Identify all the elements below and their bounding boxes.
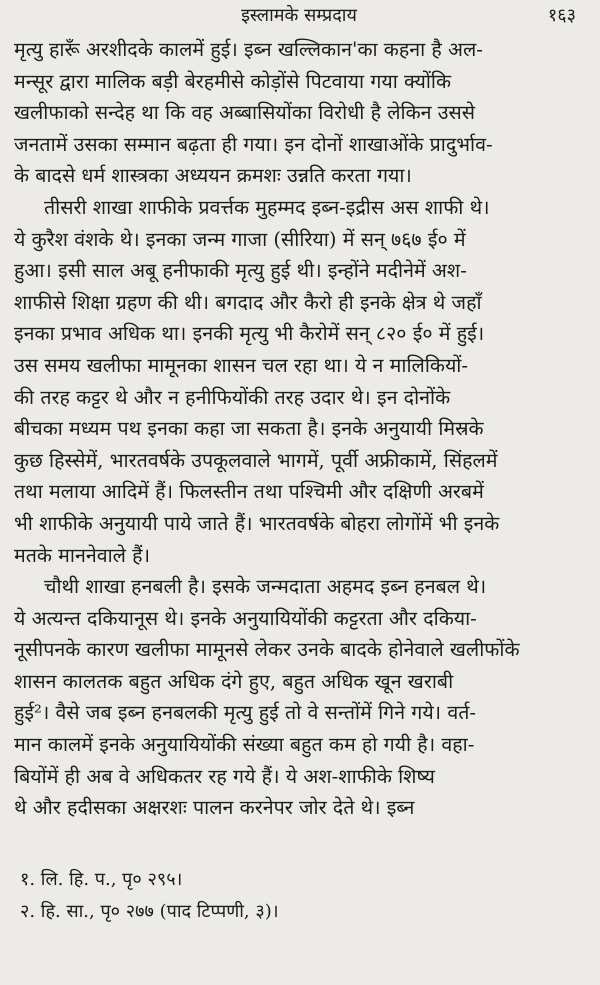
text-line: शासन कालतक बहुत अधिक दंगे हुए, बहुत अधिक खून खराबी [14,669,454,693]
page-number: १६३ [547,5,576,26]
text-line: मतके माननेवाले हैं। [14,543,151,567]
text-line: इनका प्रभाव अधिक था। इनकी मृत्यु भी कैरोमें सन् ८२० ई० में हुई। [14,322,485,346]
text-line: मृत्यु हारूँ अरशीदके कालमें हुई। इब्न खल्लिकान'का कहना है अल- [14,38,483,61]
paragraph-start-line: तीसरी शाखा शाफीके प्रवर्त्तक मुहम्मद इब्न-इद्रीस अस शाफी थे। [44,195,490,219]
text-line: ये कुरैश वंशके थे। इनका जन्म गाजा (सीरिया) में सन् ७६७ ई० में [14,227,466,251]
text-line: तथा मलाया आदिमें हैं। फिलस्तीन तथा पश्चिमी और दक्षिणी अरबमें [14,480,484,504]
footnote: २. हि. सा., पृ० २७७ (पाद टिप्पणी, ३)। [20,900,279,922]
footnote-separator [14,824,584,864]
text-line: नूसीपनके कारण खलीफा मामूनसे लेकर उनके बादके होनेवाले खलीफोंके [14,638,520,662]
text-line: मान कालमें इनके अनुयायियोंकी संख्या बहुत कम हो गयी है। वहा- [14,733,475,757]
text-line: जनतामें उसका सम्मान बढ़ता ही गया। इन दोनों शाखाओंके प्रादुर्भाव- [14,132,493,156]
page-header [14,0,584,34]
text-line: भी शाफीके अनुयायी पाये जाते हैं। भारतवर्षके बोहरा लोगोंमें भी इनके [14,511,500,535]
text-line: हुई²। वैसे जब इब्न हनबलकी मृत्यु हुई तो वे सन्तोंमें गिने गये। वर्त- [14,701,477,725]
text-line: उस समय खलीफा मामूनका शासन चल रहा था। ये न मालिकियों- [14,353,468,377]
text-line: बियोंमें ही अब वे अधिकतर रह गये हैं। ये अश-शाफीके शिष्य [14,764,435,788]
running-title: इस्लामके सम्प्रदाय [241,5,357,26]
footnotes [14,864,584,928]
text-line: मन्सूर द्वारा मालिक बड़ी बेरहमीसे कोड़ोंसे पिटवाया गया क्योंकि [14,69,452,93]
text-line: थे और हदीसका अक्षरशः पालन करनेपर जोर देते थे। इब्न [14,796,415,820]
text-line: हुआ। इसी साल अबू हनीफाकी मृत्यु हुई थी। इन्होंने मदीनेमें अश- [14,259,467,283]
body-text [14,34,584,824]
text-line: खलीफाको सन्देह था कि वह अब्बासियोंका विरोधी है लेकिन उससे [14,101,475,125]
text-line: कुछ हिस्सेमें, भारतवर्षके उपकूलवाले भागमें, पूर्वी अफ्रीकामें, सिंहलमें [14,448,498,472]
text-line: बीचका मध्यम पथ इनका कहा जा सकता है। इनके अनुयायी मिस्रके [14,417,484,441]
footnote: १. लि. हि. प., पृ० २९५। [20,868,183,890]
text-line: ये अत्यन्त दकियानूस थे। इनके अनुयायियोंकी कट्टरता और दकिया- [14,606,477,630]
text-line: के बादसे धर्म शास्त्रका अध्ययन क्रमशः उन्नति करता गया। [14,164,412,188]
text-line: शाफीसे शिक्षा ग्रहण की थी। बगदाद और कैरो ही इनके क्षेत्र थे जहाँ [14,290,482,314]
paragraph-start-line: चौथी शाखा हनबली है। इसके जन्मदाता अहमद इब्न हनबल थे। [44,575,487,599]
text-line: की तरह कट्टर थे और न हनीफियोंकी तरह उदार थे। इन दोनोंके [14,385,451,409]
